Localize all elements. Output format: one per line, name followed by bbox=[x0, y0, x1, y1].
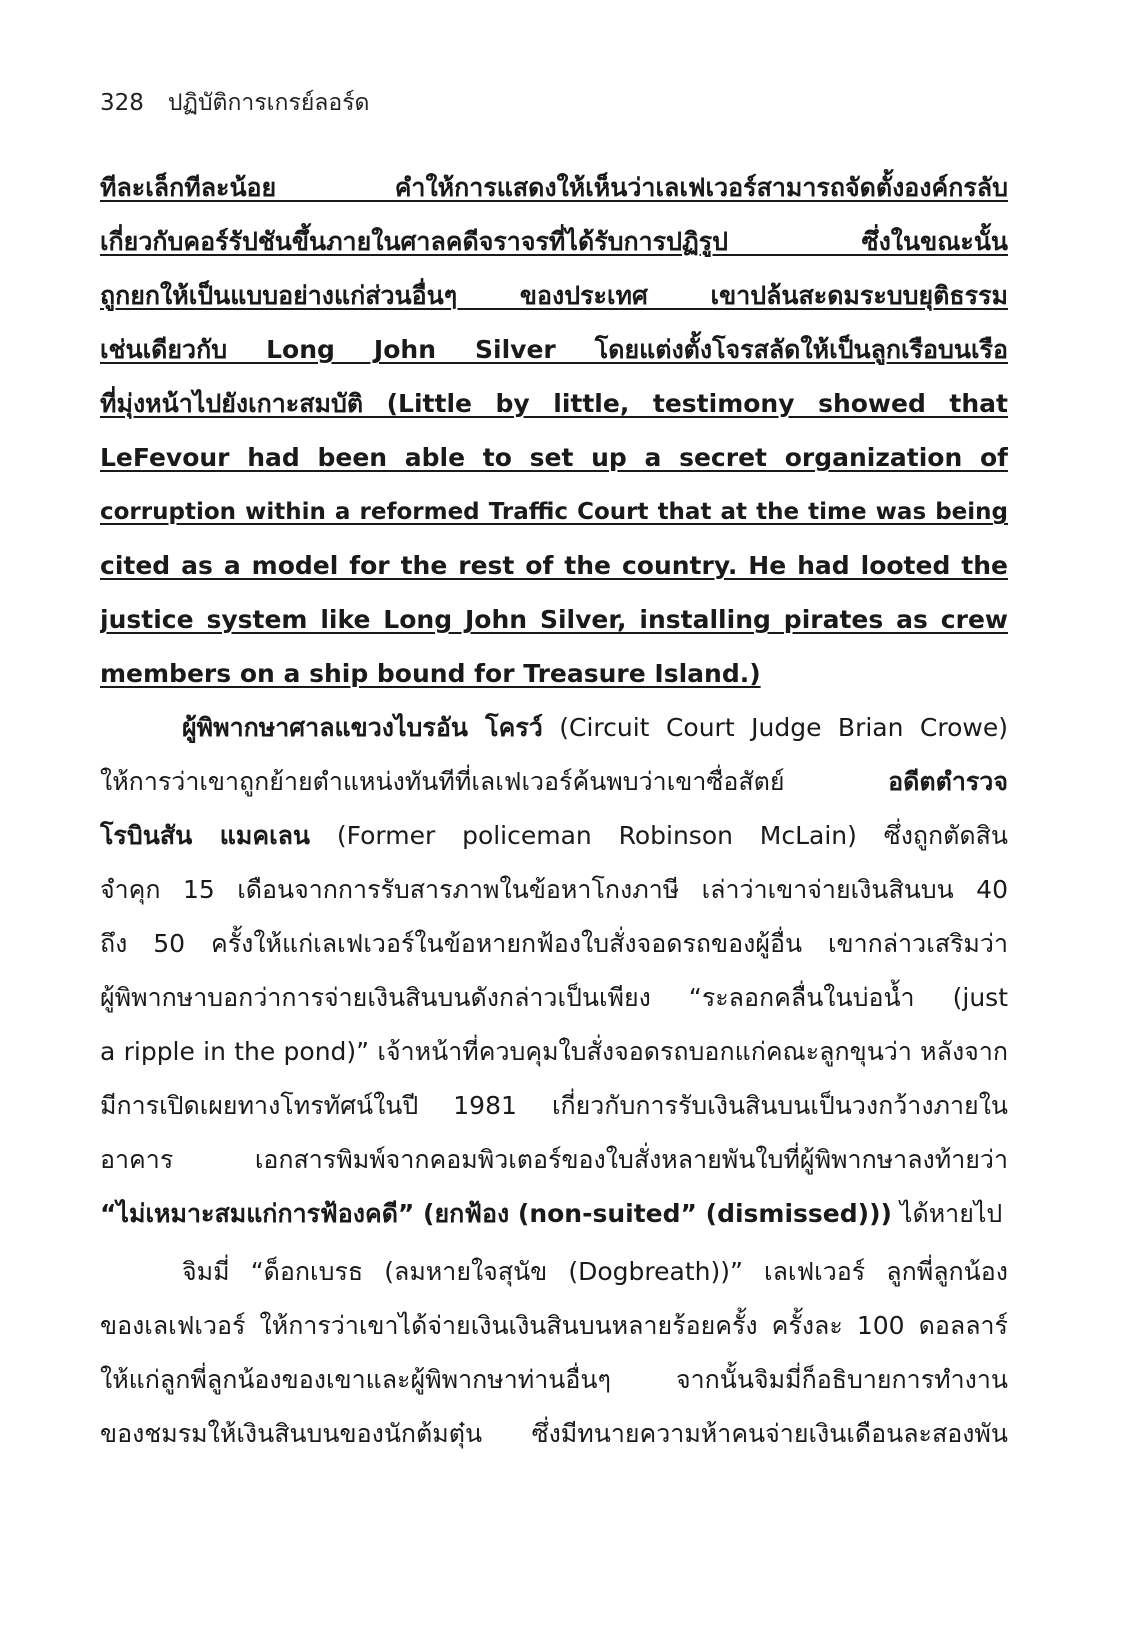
paragraph-line bbox=[100, 762, 1008, 802]
paragraph-line: ผู้พิพากษาบอกว่าการจ่ายเงินสินบนดังกล่าวเป็นเพียง “ระลอกคลื่นในบ่อน้ำ (just bbox=[100, 983, 1008, 1012]
underlined-line: members on a ship bound for Treasure Island.) bbox=[100, 659, 761, 688]
paragraph-line: ให้แก่ลูกพี่ลูกน้องของเขาและผู้พิพากษาท่านอื่นๆ จากนั้นจิมมี่ก็อธิบายการทำงาน bbox=[100, 1365, 1008, 1394]
underlined-line: cited as a model for the rest of the country. He had looted the bbox=[100, 551, 1008, 580]
underlined-line: corruption within a reformed Traffic Court that at the time was being bbox=[100, 499, 1008, 525]
underlined-line: เช่นเดียวกับ Long John Silver โดยแต่งตั้งโจรสลัดให้เป็นลูกเรือบนเรือ bbox=[100, 335, 1008, 364]
mclain-name: โรบินสัน แมคเลน bbox=[100, 821, 311, 850]
paragraph-line: ของเลเฟเวอร์ ให้การว่าเขาได้จ่ายเงินเงินสินบนหลายร้อยครั้ง ครั้งละ 100 ดอลลาร์ bbox=[100, 1311, 1008, 1340]
judge-name: ผู้พิพากษาศาลแขวงไบรอัน โครว์ bbox=[182, 713, 543, 742]
paragraph-line bbox=[100, 1194, 1008, 1234]
underlined-line: justice system like Long John Silver, installing pirates as crew bbox=[100, 605, 1008, 634]
running-header bbox=[100, 88, 370, 118]
page-number: 328 bbox=[100, 90, 144, 116]
underlined-line: ถูกยกให้เป็นแบบอย่างแก่ส่วนอื่นๆ ของประเทศ เขาปล้นสะดมระบบยุติธรรม bbox=[100, 281, 1008, 310]
book-title: ปฏิบัติการเกรย์ลอร์ด bbox=[167, 90, 370, 116]
line-text: ได้หายไป bbox=[891, 1199, 1003, 1228]
paragraph-line: ของชมรมให้เงินสินบนของนักต้มตุ๋น ซึ่งมีทนายความห้าคนจ่ายเงินเดือนละสองพัน bbox=[100, 1419, 1008, 1448]
underlined-line: เกี่ยวกับคอร์รัปชันขึ้นภายในศาลคดีจราจรที่ได้รับการปฏิรูป ซึ่งในขณะนั้น bbox=[100, 227, 1008, 256]
paragraph-line: จิมมี่ “ด็อกเบรธ (ลมหายใจสุนัข (Dogbreath))” เลเฟเวอร์ ลูกพี่ลูกน้อง bbox=[182, 1257, 1008, 1286]
underlined-line: ทีละเล็กทีละน้อย คำให้การแสดงให้เห็นว่าเลเฟเวอร์สามารถจัดตั้งองค์กรลับ bbox=[100, 173, 1008, 202]
not-suitable-phrase: “ไม่เหมาะสมแก่การฟ้องคดี” (ยกฟ้อง (non-suited” (dismissed))) bbox=[100, 1199, 892, 1228]
judge-english: (Circuit Court Judge Brian Crowe) bbox=[542, 713, 1008, 742]
underlined-line: LeFevour had been able to set up a secret organization of bbox=[100, 443, 1008, 472]
former-police-label: อดีตตำรวจ bbox=[888, 767, 1008, 796]
line-text: (Former policeman Robinson McLain) ซึ่งถูกตัดสิน bbox=[310, 821, 1008, 850]
paragraph-line bbox=[100, 816, 1008, 856]
underlined-line: ที่มุ่งหน้าไปยังเกาะสมบัติ (Little by little, testimony showed that bbox=[100, 389, 1008, 418]
paragraph-line: จำคุก 15 เดือนจากการรับสารภาพในข้อหาโกงภาษี เล่าว่าเขาจ่ายเงินสินบน 40 bbox=[100, 875, 1008, 904]
paragraph-line bbox=[182, 708, 1008, 748]
paragraph-line: มีการเปิดเผยทางโทรทัศน์ในปี 1981 เกี่ยวกับการรับเงินสินบนเป็นวงกว้างภายใน bbox=[100, 1091, 1008, 1120]
line-text: ให้การว่าเขาถูกย้ายตำแหน่งทันทีที่เลเฟเวอร์ค้นพบว่าเขาซื่อสัตย์ bbox=[100, 767, 889, 796]
paragraph-line: ถึง 50 ครั้งให้แก่เลเฟเวอร์ในข้อหายกฟ้องใบสั่งจอดรถของผู้อื่น เขากล่าวเสริมว่า bbox=[100, 929, 1008, 958]
paragraph-line: a ripple in the pond)” เจ้าหน้าที่ควบคุมใบสั่งจอดรถบอกแก่คณะลูกขุนว่า หลังจาก bbox=[100, 1037, 1008, 1066]
paragraph-line: อาคาร เอกสารพิมพ์จากคอมพิวเตอร์ของใบสั่งหลายพันใบที่ผู้พิพากษาลงท้ายว่า bbox=[100, 1145, 1008, 1174]
